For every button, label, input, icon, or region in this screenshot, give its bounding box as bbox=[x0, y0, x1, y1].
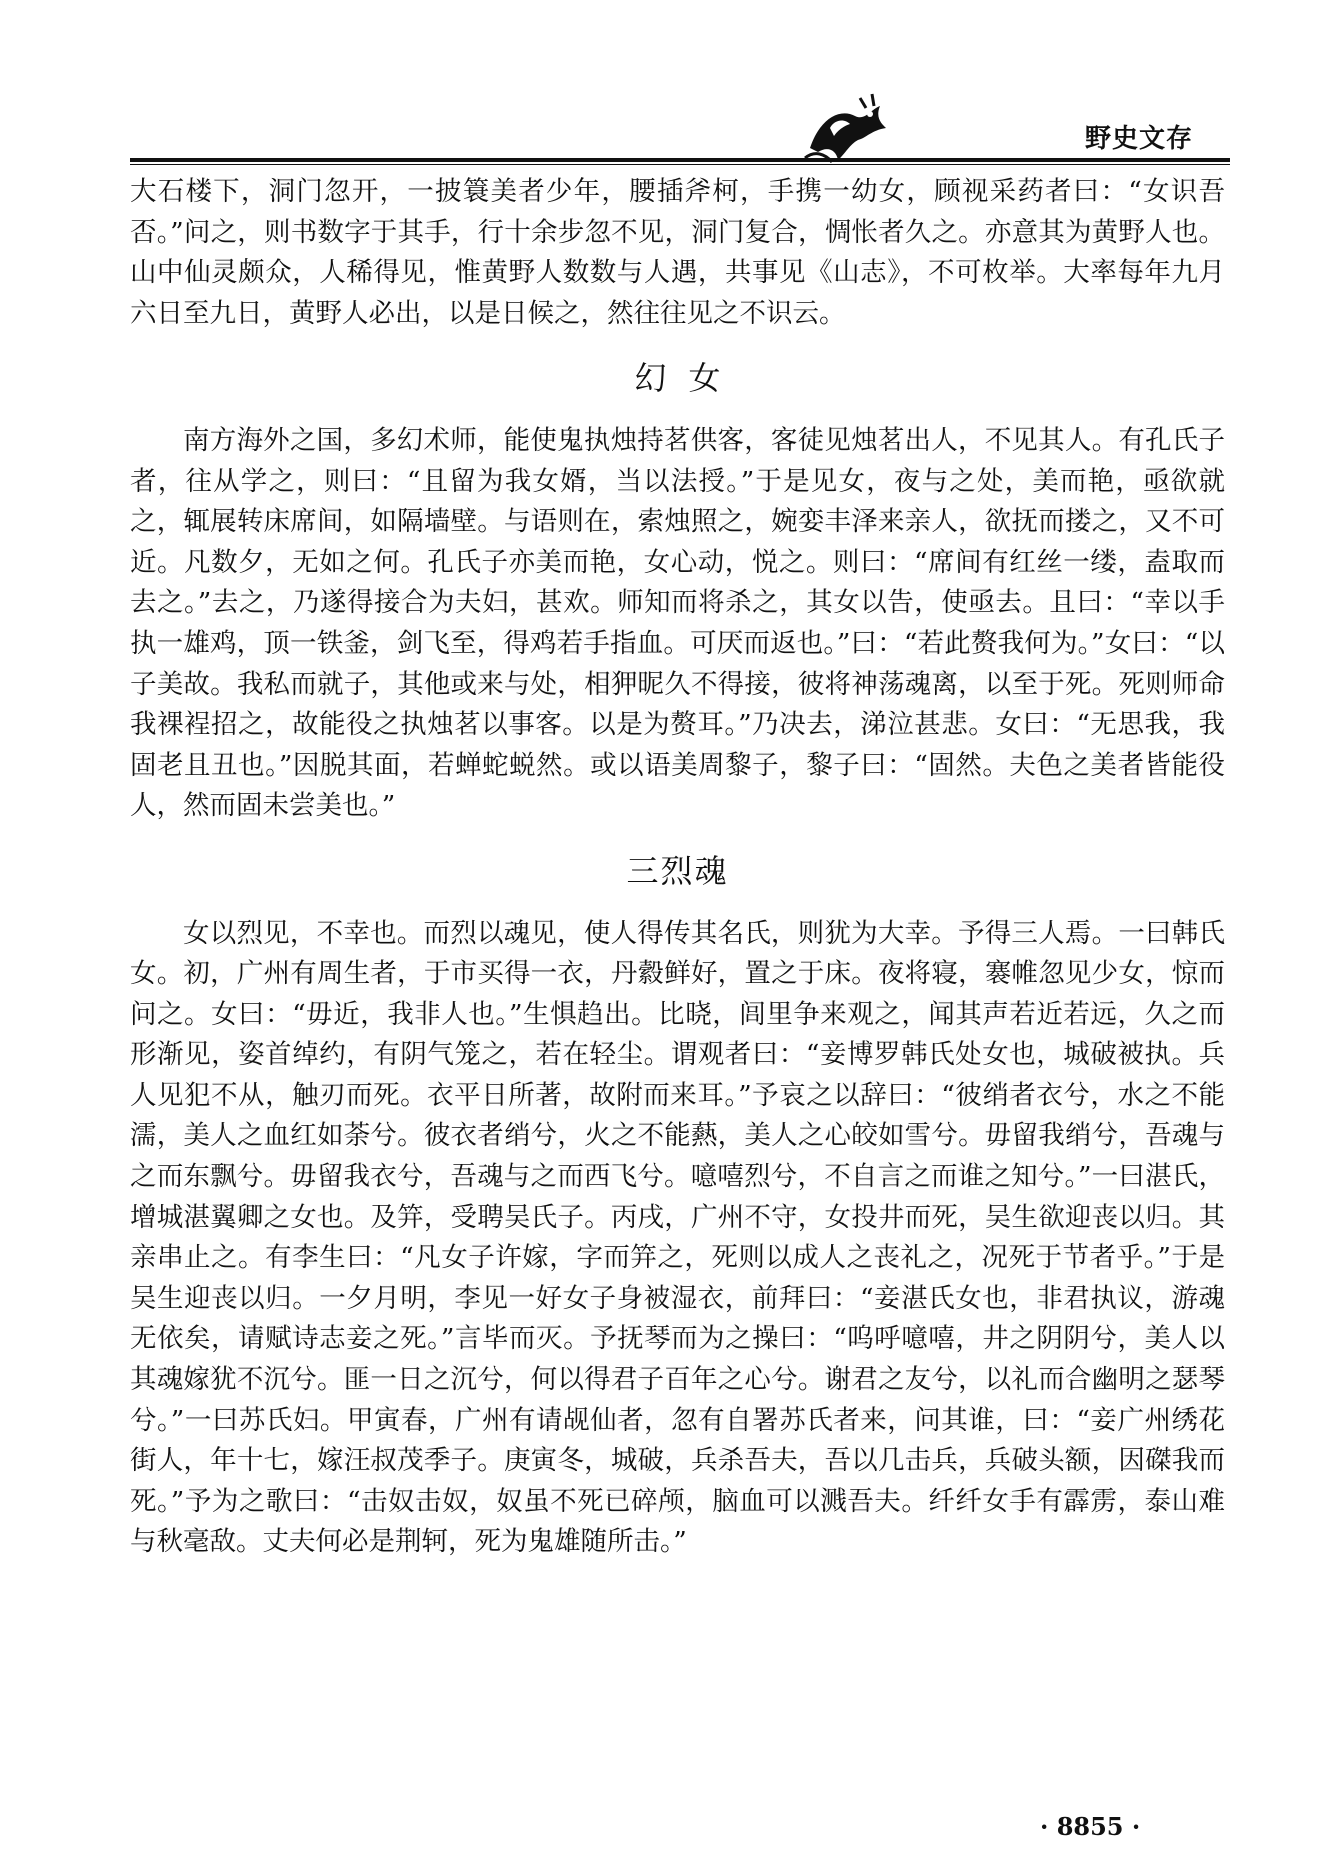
section-title-huan-nv: 幻女 bbox=[634, 359, 743, 398]
book-title: 野史文存 bbox=[1085, 124, 1194, 154]
header-rule-thin bbox=[130, 164, 1230, 165]
dragon-emblem-icon bbox=[800, 88, 890, 166]
section-title-san-lie-hun: 三烈魂 bbox=[626, 851, 729, 890]
header-rule bbox=[130, 158, 1230, 162]
page-body bbox=[130, 172, 1225, 1563]
page-header bbox=[0, 0, 1322, 170]
paragraph-huan-nv: 南方海外之国，多幻术师，能使鬼执烛持茗供客，客徒见烛茗出人，不见其人。有孔氏子者，往从学之，则曰：“且留为我女婿，当以法授。”于是见女，夜与之处，美而艳，亟欲就之，辄展转床席间，如隔墙壁。与语则在，索烛照之，婉娈丰泽来亲人，欲抚而搂之，又不可近。凡数夕，无如之何。孔氏子亦美而艳，女心动，悦之。则曰：“席间有红丝一缕，盍取而去之。”去之，乃遂得接合为夫妇，甚欢。师知而将杀之，其女以告，使亟去。且曰：“幸以手执一雄鸡，顶一铁釜，剑飞至，得鸡若手指血。可厌而返也。”曰：“若此赘我何为。”女曰：“以子美故。我私而就子，其他或来与处，相狎昵久不得接，彼将神荡魂离，以至于死。死则师命我裸裎招之，故能役之执烛茗以事客。以是为赘耳。”乃决去，涕泣甚悲。女曰：“无思我，我固老且丑也。”因脱其面，若蝉蛇蜕然。或以语美周黎子，黎子曰：“固然。夫色之美者皆能役人，然而固未尝美也。” bbox=[130, 424, 1225, 822]
paragraph-san-lie-hun: 女以烈见，不幸也。而烈以魂见，使人得传其名氏，则犹为大幸。予得三人焉。一曰韩氏女。初，广州有周生者，于市买得一衣，丹縠鲜好，置之于床。夜将寝，褰帷忽见少女，惊而问之。女曰：“毋近，我非人也。”生惧趋出。比晓，闾里争来观之，闻其声若近若远，久之而形渐见，姿首绰约，有阴气笼之，若在轻尘。谓观者曰：“妾博罗韩氏处女也，城破被执。兵人见犯不从，触刃而死。衣平日所著，故附而来耳。”予哀之以辞曰：“彼绡者衣兮，水之不能濡，美人之血红如荼兮。彼衣者绡兮，火之不能爇，美人之心皎如雪兮。毋留我绡兮，吾魂与之而东飘兮。毋留我衣兮，吾魂与之而西飞兮。噫嘻烈兮，不自言之而谁之知兮。”一曰湛氏，增城湛翼卿之女也。及笄，受聘吴氏子。丙戌，广州不守，女投井而死，吴生欲迎丧以归。其亲串止之。有李生曰：“凡女子许嫁，字而笄之，死则以成人之丧礼之，况死于节者乎。”于是吴生迎丧以归。一夕月明，李见一好女子身被湿衣，前拜曰：“妾湛氏女也，非君执议，游魂无依矣，请赋诗志妾之死。”言毕而灭。予抚琴而为之操曰：“呜呼噫嘻，井之阴阴兮，美人以其魂嫁犹不沉兮。匪一日之沉兮，何以得君子百年之心兮。谢君之友兮，以礼而合幽明之瑟琴兮。”一曰苏氏妇。甲寅春，广州有请觇仙者，忽有自署苏氏者来，问其谁，曰：“妾广州绣花街人，年十七，嫁汪叔茂季子。庚寅冬，城破，兵杀吾夫，吾以几击兵，兵破头额，因磔我而死。”予为之歌曰：“击奴击奴，奴虽不死已碎颅，脑血可以溅吾夫。纤纤女手有霹雳，泰山难与秋毫敌。丈夫何必是荆轲，死为鬼雄随所击。” bbox=[130, 917, 1225, 1558]
paragraph-continued: 大石楼下，洞门忽开，一披簑美者少年，腰插斧柯，手携一幼女，顾视采药者曰：“女识吾否。”问之，则书数字于其手，行十余步忽不见，洞门复合，惆怅者久之。亦意其为黄野人也。山中仙灵颇众，人稀得见，惟黄野人数数与人遇，共事见《山志》，不可枚举。大率每年九月六日至九日，黄野人必出，以是日候之，然往往见之不识云。 bbox=[130, 176, 1225, 329]
page-number: · 8855 · bbox=[1040, 1812, 1141, 1841]
